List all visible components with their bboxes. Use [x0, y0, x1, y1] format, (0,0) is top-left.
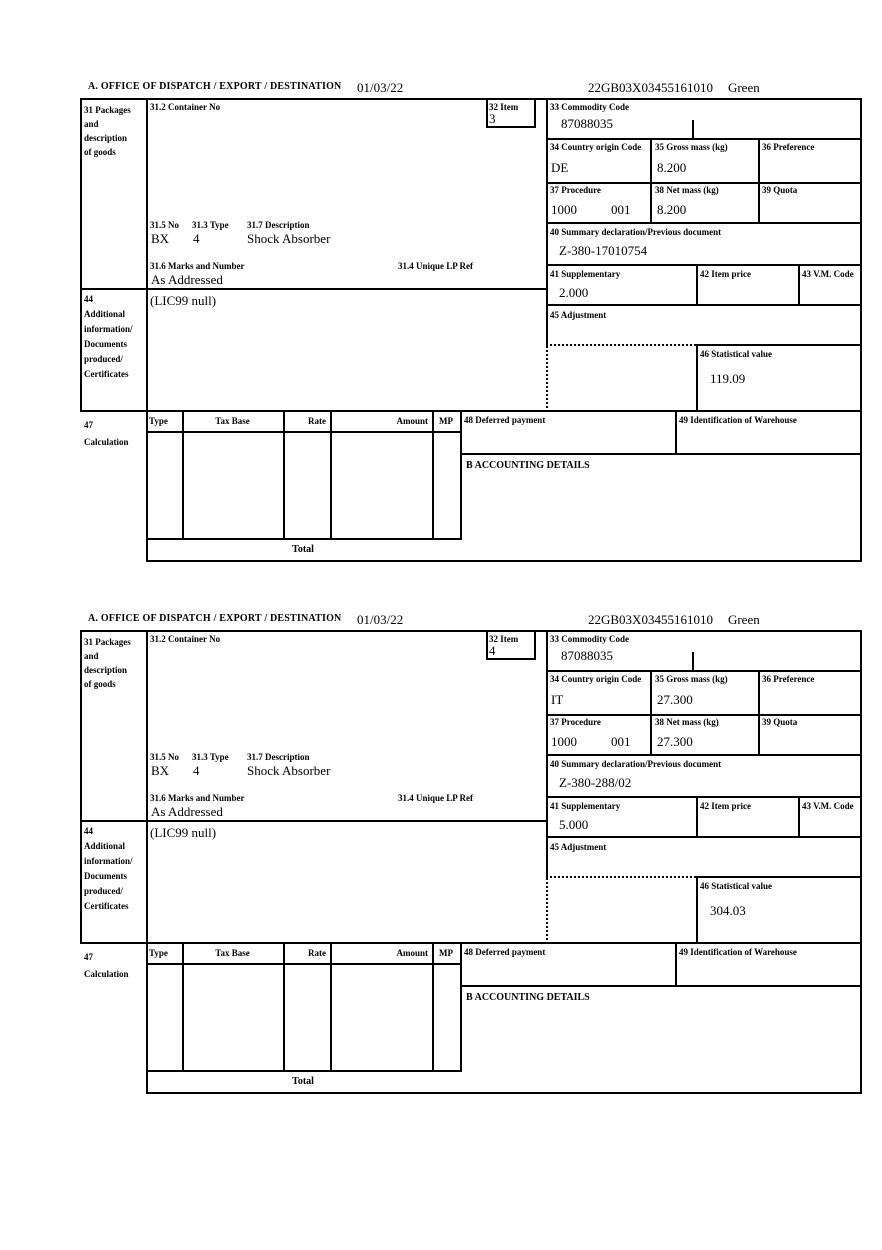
box40-bottom-line: [546, 264, 862, 266]
box31-label-line3: description: [84, 133, 128, 143]
box44-label-line5: produced/: [84, 886, 123, 896]
box48-label: 48 Deferred payment: [464, 947, 546, 957]
item-number-value: 4: [489, 643, 496, 658]
box31-label-line3: description: [84, 665, 128, 675]
box44-label-line6: Certificates: [84, 901, 129, 911]
form-line-top: [80, 630, 862, 632]
col-41-42-line: [696, 264, 698, 306]
box44-label-line1: 44: [84, 826, 93, 836]
box44-label-line4: Documents: [84, 871, 127, 881]
box39-label: 39 Quota: [762, 717, 798, 727]
mrn-value: 22GB03X03455161010: [588, 612, 713, 627]
box47-label-line1: 47: [84, 420, 93, 430]
declaration-date: 01/03/22: [357, 612, 404, 627]
previous-document-value: Z-380-17010754: [559, 243, 648, 258]
box45-label: 45 Adjustment: [550, 842, 607, 852]
box47-label-line2: Calculation: [84, 969, 129, 979]
tax-table-right-line: [460, 942, 462, 1070]
box31-label: [84, 635, 131, 691]
box44-label-line4: Documents: [84, 339, 127, 349]
box45-dotted-bottom: [546, 344, 696, 346]
tax-header-rate: Rate: [308, 416, 326, 426]
box44-label-line3: information/: [84, 324, 133, 334]
box46-top-line: [696, 344, 862, 346]
office-of-dispatch-label: A. OFFICE OF DISPATCH / EXPORT / DESTINATION: [88, 613, 342, 624]
box31-6-label: 31.6 Marks and Number: [150, 793, 245, 803]
box44-label-line6: Certificates: [84, 369, 129, 379]
procedure-ext-value: 001: [611, 202, 631, 217]
form-line-top: [80, 98, 862, 100]
box31-label: [84, 103, 131, 159]
tax-header-base: Tax Base: [215, 948, 250, 958]
row-34-bottom-line: [546, 182, 862, 184]
gross-mass-value: 27.300: [657, 692, 693, 707]
box44-label-line2: Additional: [84, 841, 126, 851]
box31-label-line2: and: [84, 651, 99, 661]
box34-label: 34 Country origin Code: [550, 142, 642, 152]
tax-header-type: Type: [149, 948, 168, 958]
box43-label: 43 V.M. Code: [802, 801, 854, 811]
box31-label-line2: and: [84, 119, 99, 129]
box31-3-label: 31.3 Type: [192, 752, 229, 762]
accounting-top-line: [460, 985, 862, 987]
form-dotted-left: [546, 878, 548, 944]
commodity-code-value: 87088035: [561, 648, 613, 663]
marks-numbers-value: As Addressed: [151, 804, 223, 819]
box32-right-line: [534, 630, 536, 660]
row-41-bottom-line: [546, 304, 862, 306]
package-no-value: BX: [151, 763, 170, 778]
box35-label: 35 Gross mass (kg): [655, 142, 728, 152]
box33-bottom-line: [546, 138, 862, 140]
box48-label: 48 Deferred payment: [464, 415, 546, 425]
box32-label: 32 Item: [489, 634, 519, 644]
form-line-label-col: [146, 98, 148, 562]
box42-label: 42 Item price: [700, 801, 751, 811]
package-no-value: BX: [151, 231, 170, 246]
box32-bottom-line: [486, 658, 536, 660]
box31-6-label: 31.6 Marks and Number: [150, 261, 245, 271]
box33-bottom-line: [546, 670, 862, 672]
tax-header-type: Type: [149, 416, 168, 426]
declaration-date: 01/03/22: [357, 80, 404, 95]
row-37-bottom-line: [546, 754, 862, 756]
box38-label: 38 Net mass (kg): [655, 717, 719, 727]
box31-label-line1: 31 Packages: [84, 637, 131, 647]
office-of-dispatch-label: A. OFFICE OF DISPATCH / EXPORT / DESTINATION: [88, 81, 342, 92]
box40-label: 40 Summary declaration/Previous document: [550, 227, 722, 237]
supplementary-units-value: 2.000: [559, 285, 589, 300]
box36-label: 36 Preference: [762, 674, 815, 684]
form-line-left: [80, 630, 82, 944]
accounting-details-label: B ACCOUNTING DETAILS: [466, 992, 590, 1003]
form-line-right: [860, 630, 862, 1094]
goods-description-value: Shock Absorber: [247, 763, 331, 778]
tax-header-amount: Amount: [396, 948, 428, 958]
col-34-35-line: [650, 138, 652, 224]
gross-mass-value: 8.200: [657, 160, 687, 175]
mrn-value: 22GB03X03455161010: [588, 80, 713, 95]
declaration-reference: [588, 80, 760, 95]
box31-label-line4: of goods: [84, 679, 116, 689]
tax-header-mp: MP: [439, 948, 453, 958]
box31-5-label: 31.5 No: [150, 752, 179, 762]
box41-label: 41 Supplementary: [550, 801, 621, 811]
box32-label: 32 Item: [489, 102, 519, 112]
additional-info-value: (LIC99 null): [150, 293, 217, 308]
box38-label: 38 Net mass (kg): [655, 185, 719, 195]
accounting-details-label: B ACCOUNTING DETAILS: [466, 460, 590, 471]
box32-right-line: [534, 98, 536, 128]
box40-label: 40 Summary declaration/Previous document: [550, 759, 722, 769]
tax-total-label: Total: [292, 544, 314, 555]
package-type-value: 4: [193, 231, 200, 246]
commodity-code-value: 87088035: [561, 116, 613, 131]
box44-label-line2: Additional: [84, 309, 126, 319]
box44-label-line5: produced/: [84, 354, 123, 364]
tax-header-rate: Rate: [308, 948, 326, 958]
goods-description-value: Shock Absorber: [247, 231, 331, 246]
declaration-item-block: [80, 76, 864, 564]
item-number-value: 3: [489, 111, 496, 126]
box47-label: [84, 417, 129, 451]
marks-numbers-value: As Addressed: [151, 272, 223, 287]
row-34-bottom-line: [546, 714, 862, 716]
box43-label: 43 V.M. Code: [802, 269, 854, 279]
statistical-value: 304.03: [710, 903, 746, 918]
box31-5-label: 31.5 No: [150, 220, 179, 230]
box44-label-line3: information/: [84, 856, 133, 866]
box39-label: 39 Quota: [762, 185, 798, 195]
box33-label: 33 Commodity Code: [550, 634, 629, 644]
box47-label-line1: 47: [84, 952, 93, 962]
statistical-value: 119.09: [710, 371, 746, 386]
row-37-bottom-line: [546, 222, 862, 224]
box46-top-line: [696, 876, 862, 878]
procedure-code-value: 1000: [551, 734, 577, 749]
box31-3-label: 31.3 Type: [192, 220, 229, 230]
form-line-left: [80, 98, 82, 412]
previous-document-value: Z-380-288/02: [559, 775, 632, 790]
country-origin-value: IT: [551, 692, 564, 707]
supplementary-units-value: 5.000: [559, 817, 589, 832]
tax-header-mp: MP: [439, 416, 453, 426]
col-35-36-line: [758, 670, 760, 756]
box35-label: 35 Gross mass (kg): [655, 674, 728, 684]
box32-bottom-line: [486, 126, 536, 128]
box37-label: 37 Procedure: [550, 717, 601, 727]
col-34-35-line: [650, 670, 652, 756]
declaration-item-block: [80, 608, 864, 1096]
box49-label: 49 Identification of Warehouse: [679, 947, 797, 957]
box36-label: 36 Preference: [762, 142, 815, 152]
col-35-36-line: [758, 138, 760, 224]
package-type-value: 4: [193, 763, 200, 778]
box46-left-line: [696, 344, 698, 412]
box37-label: 37 Procedure: [550, 185, 601, 195]
box42-label: 42 Item price: [700, 269, 751, 279]
box31-7-label: 31.7 Description: [247, 220, 310, 230]
box34-label: 34 Country origin Code: [550, 674, 642, 684]
box41-label: 41 Supplementary: [550, 269, 621, 279]
routing-channel: Green: [727, 80, 760, 95]
procedure-ext-value: 001: [611, 734, 631, 749]
tax-header-amount: Amount: [396, 416, 428, 426]
box49-label: 49 Identification of Warehouse: [679, 415, 797, 425]
box31-label-line4: of goods: [84, 147, 116, 157]
box33-label: 33 Commodity Code: [550, 102, 629, 112]
tax-table-right-line: [460, 410, 462, 538]
box32-left-line: [486, 630, 488, 660]
box31-4-label: 31.4 Unique LP Ref: [398, 793, 474, 803]
box31-label-line1: 31 Packages: [84, 105, 131, 115]
form-line-bottom: [146, 1092, 862, 1094]
routing-channel: Green: [727, 612, 760, 627]
box31-2-label: 31.2 Container No: [150, 634, 221, 644]
additional-info-value: (LIC99 null): [150, 825, 217, 840]
box33-subdivision-tick: [692, 120, 694, 138]
form-line-right: [860, 98, 862, 562]
box46-label: 46 Statistical value: [700, 349, 772, 359]
box47-label-line2: Calculation: [84, 437, 129, 447]
col-48-49-line: [675, 942, 677, 987]
net-mass-value: 8.200: [657, 202, 687, 217]
box33-subdivision-tick: [692, 652, 694, 670]
box44-label: [84, 292, 133, 382]
box44-label: [84, 824, 133, 914]
country-origin-value: DE: [551, 160, 569, 175]
tax-table-header: [146, 412, 460, 432]
box31-2-label: 31.2 Container No: [150, 102, 221, 112]
box46-label: 46 Statistical value: [700, 881, 772, 891]
tax-total-label: Total: [292, 1076, 314, 1087]
col-42-43-line: [798, 796, 800, 838]
col-42-43-line: [798, 264, 800, 306]
col-48-49-line: [675, 410, 677, 455]
accounting-top-line: [460, 453, 862, 455]
form-line-bottom: [146, 560, 862, 562]
form-line-label-col: [146, 630, 148, 1094]
procedure-code-value: 1000: [551, 202, 577, 217]
declaration-reference: [588, 612, 760, 627]
box40-bottom-line: [546, 796, 862, 798]
form-line-44-divider: [80, 820, 548, 822]
box47-label: [84, 949, 129, 983]
box45-label: 45 Adjustment: [550, 310, 607, 320]
box31-7-label: 31.7 Description: [247, 752, 310, 762]
box31-4-label: 31.4 Unique LP Ref: [398, 261, 474, 271]
box45-dotted-bottom: [546, 876, 696, 878]
box32-left-line: [486, 98, 488, 128]
form-line-44-divider: [80, 288, 548, 290]
col-41-42-line: [696, 796, 698, 838]
tax-header-base: Tax Base: [215, 416, 250, 426]
net-mass-value: 27.300: [657, 734, 693, 749]
form-dotted-left: [546, 346, 548, 412]
tax-table-header: [146, 944, 460, 964]
box46-left-line: [696, 876, 698, 944]
box44-label-line1: 44: [84, 294, 93, 304]
row-41-bottom-line: [546, 836, 862, 838]
